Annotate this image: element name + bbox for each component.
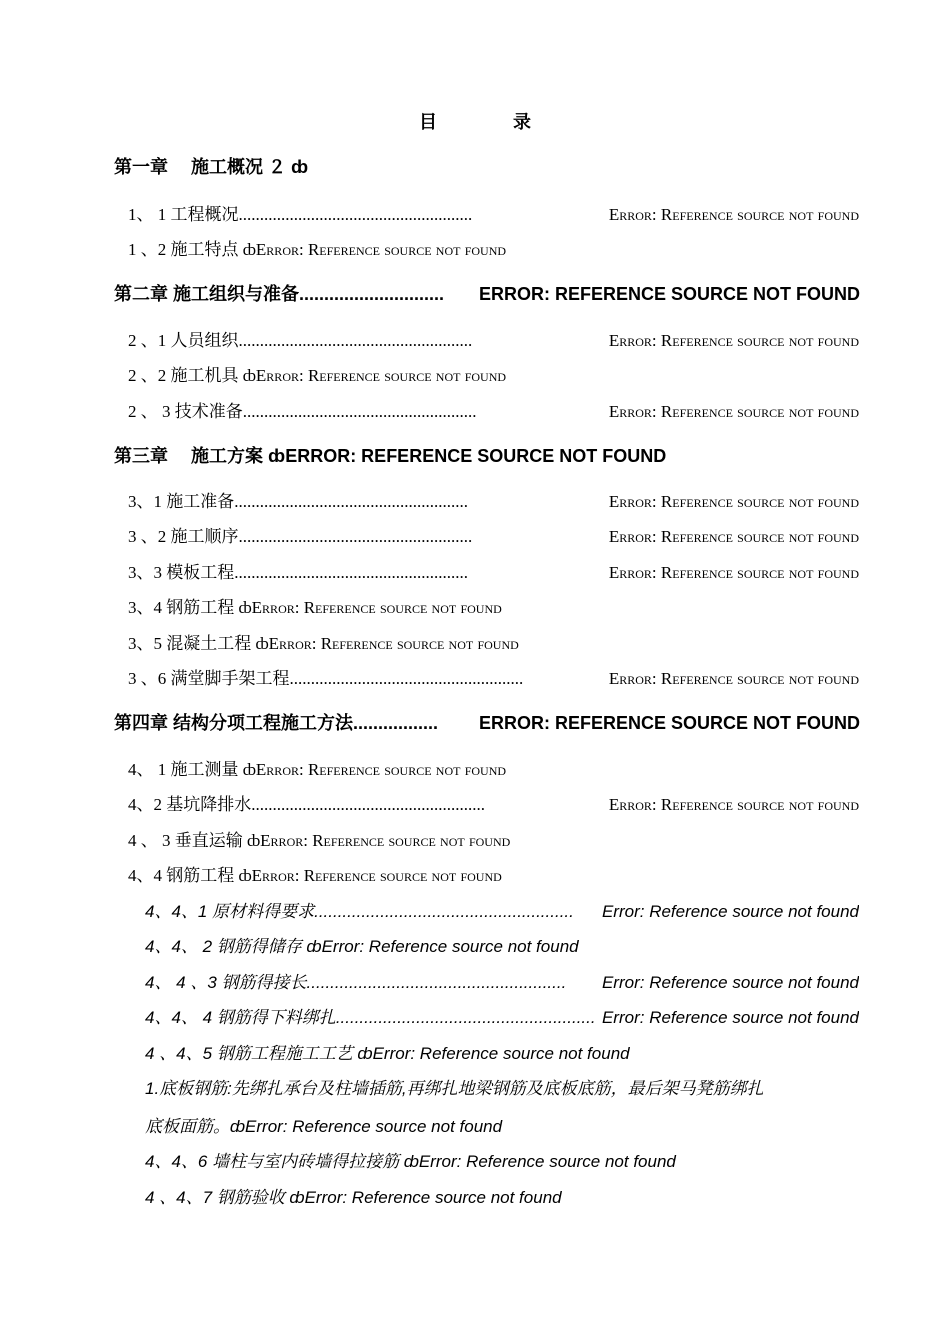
toc-label: 4、4、 4 钢筋得下料绑扎 [145, 1008, 336, 1027]
toc-title-char-2: 录 [513, 112, 531, 133]
toc-label: 4、 1 施工测量 [128, 760, 243, 779]
toc-ref-error: Error: Reference source not found [255, 240, 507, 259]
toc-label: 3、1 施工准备 [128, 492, 235, 511]
toc-leader-dots: ....................................................... [314, 902, 574, 921]
toc-mark: ȸ [403, 1152, 419, 1171]
toc-entry-text-line-2[interactable] [145, 1112, 950, 1137]
toc-mark: ȸ [242, 240, 256, 259]
toc-label: 4 、4、7 钢筋验收 [145, 1188, 290, 1207]
toc-ref-error: Error: Reference source not found [251, 866, 502, 885]
toc-leader-dots: ................. [353, 713, 439, 733]
toc-mark: ȸ [268, 446, 286, 466]
toc-label: 1、 1 工程概况 [128, 205, 239, 224]
toc-label: 3、4 钢筋工程 [128, 598, 239, 617]
toc-ref-error: Error: Reference source not found [418, 1152, 676, 1171]
toc-label: 2 、1 人员组织 [128, 331, 239, 350]
toc-ref-error: Error: Reference source not found [608, 527, 859, 546]
toc-entry-4-2[interactable] [128, 790, 859, 815]
toc-label: 2 、 3 技术准备 [128, 402, 243, 421]
toc-label: 2 、2 施工机具 [128, 366, 243, 385]
toc-label: 第三章 施工方案 [114, 446, 269, 466]
toc-ref-error: Error: Reference source not found [255, 366, 507, 385]
toc-label: 1 、2 施工特点 [128, 240, 243, 259]
toc-label: 4、4、1 原材料得要求 [145, 902, 315, 921]
toc-leader-dots: ....................................................... [306, 973, 567, 992]
toc-ref-error: ERROR: REFERENCE SOURCE NOT FOUND [478, 713, 860, 733]
toc-ref-error: Error: Reference source not found [372, 1044, 630, 1063]
toc-mark: ȸ [242, 760, 256, 779]
toc-mark: ȸ [306, 937, 322, 956]
toc-entry-text-line-1[interactable] [145, 1074, 859, 1099]
toc-entry-4-4-2[interactable] [145, 932, 950, 957]
toc-ref-error: Error: Reference source not found [608, 795, 859, 814]
toc-leader-dots: ....................................................... [238, 205, 473, 224]
toc-ref-error: Error: Reference source not found [304, 1188, 562, 1207]
toc-mark: ȸ [238, 598, 252, 617]
toc-chapter-2[interactable] [114, 280, 860, 306]
toc-mark: ȸ [291, 157, 309, 177]
toc-entry-3-2[interactable] [128, 522, 859, 547]
toc-ref-error: ERROR: REFERENCE SOURCE NOT FOUND [285, 446, 667, 466]
toc-leader-dots: ....................................................... [242, 402, 477, 421]
toc-entry-3-6[interactable] [128, 664, 859, 689]
toc-leader-dots: ....................................................... [335, 1008, 596, 1027]
toc-title-char-1: 目 [419, 112, 437, 133]
toc-leader-dots: ....................................................... [234, 492, 468, 511]
toc-entry-4-4-6[interactable] [145, 1147, 950, 1172]
toc-label: 4、4、 2 钢筋得储存 [145, 937, 307, 956]
toc-ref-error: Error: Reference source not found [268, 634, 519, 653]
toc-title [0, 108, 950, 134]
toc-label: 3、3 模板工程 [128, 563, 235, 582]
toc-ref-error: Error: Reference source not found [608, 205, 859, 224]
toc-entry-4-4-5[interactable] [145, 1039, 950, 1064]
toc-label: 第一章 施工概况 ２ [114, 157, 292, 177]
toc-mark: ȸ [255, 634, 269, 653]
toc-mark: ȸ [289, 1188, 305, 1207]
toc-leader-dots: ............................. [299, 284, 445, 304]
toc-chapter-4[interactable] [114, 709, 860, 735]
toc-label: 4、4 钢筋工程 [128, 866, 239, 885]
toc-leader-dots: ....................................................... [238, 331, 473, 350]
toc-label: 4 、4、5 钢筋工程施工工艺 [145, 1044, 358, 1063]
toc-mark: ȸ [238, 866, 252, 885]
toc-label: 3 、6 满堂脚手架工程 [128, 669, 290, 688]
toc-ref-error: Error: Reference source not found [608, 402, 859, 421]
toc-entry-4-4-7[interactable] [145, 1183, 950, 1208]
toc-entry-4-4-3[interactable] [145, 968, 859, 993]
toc-leader-dots: ....................................................... [251, 795, 485, 814]
toc-label: 第二章 施工组织与准备 [114, 284, 299, 304]
toc-entry-3-3[interactable] [128, 558, 859, 583]
toc-ref-error: Error: Reference source not found [601, 1008, 859, 1027]
toc-ref-error: Error: Reference source not found [608, 492, 859, 511]
toc-label: 4、2 基坑降排水 [128, 795, 252, 814]
toc-entry-3-4[interactable] [128, 593, 950, 618]
toc-ref-error: Error: Reference source not found [601, 902, 859, 921]
toc-ref-error: ERROR: REFERENCE SOURCE NOT FOUND [478, 284, 860, 304]
toc-leader-dots: ....................................................... [238, 527, 473, 546]
toc-entry-3-1[interactable] [128, 487, 859, 512]
toc-label: 4、 4 、3 钢筋得接长 [145, 973, 307, 992]
toc-label: 3、5 混凝土工程 [128, 634, 256, 653]
toc-label: 4、4、6 墙柱与室内砖墙得拉接筋 [145, 1152, 404, 1171]
toc-mark: ȸ [242, 366, 256, 385]
toc-entry-4-4-1[interactable] [145, 897, 859, 922]
toc-label: 底板面筋。 [145, 1117, 230, 1136]
toc-label: 第四章 结构分项工程施工方法 [114, 713, 353, 733]
toc-mark: ȸ [247, 831, 261, 850]
toc-entry-2-3[interactable] [128, 397, 859, 422]
toc-entry-1-2[interactable] [128, 235, 950, 260]
toc-entry-4-1[interactable] [128, 755, 950, 780]
toc-ref-error: Error: Reference source not found [608, 563, 859, 582]
toc-entry-2-2[interactable] [128, 361, 950, 386]
toc-entry-4-4-4[interactable] [145, 1003, 859, 1028]
toc-ref-error: Error: Reference source not found [245, 1117, 503, 1136]
toc-label: 3 、2 施工顺序 [128, 527, 239, 546]
toc-entry-3-5[interactable] [128, 629, 950, 654]
toc-ref-error: Error: Reference source not found [601, 973, 859, 992]
toc-entry-4-4[interactable] [128, 861, 950, 886]
toc-entry-2-1[interactable] [128, 326, 859, 351]
toc-ref-error: Error: Reference source not found [321, 937, 579, 956]
toc-ref-error: Error: Reference source not found [251, 598, 502, 617]
toc-ref-error: Error: Reference source not found [260, 831, 511, 850]
toc-leader-dots: ....................................................... [289, 669, 524, 688]
toc-chapter-3[interactable] [114, 442, 860, 468]
toc-ref-error: Error: Reference source not found [608, 669, 859, 688]
toc-entry-1-1[interactable] [128, 200, 859, 225]
toc-label: 1.底板钢筋:先绑扎承台及柱墙插筋,再绑扎地梁钢筋及底板底筋，最后架马凳筋绑扎 [145, 1079, 764, 1098]
toc-entry-4-3[interactable] [128, 826, 950, 851]
toc-leader-dots: ....................................................... [234, 563, 468, 582]
toc-ref-error: Error: Reference source not found [608, 331, 859, 350]
toc-mark: ȸ [357, 1044, 373, 1063]
toc-ref-error: Error: Reference source not found [255, 760, 507, 779]
toc-mark: ȸ [230, 1117, 246, 1136]
toc-chapter-1[interactable] [114, 153, 860, 179]
toc-label: 4 、 3 垂直运输 [128, 831, 247, 850]
